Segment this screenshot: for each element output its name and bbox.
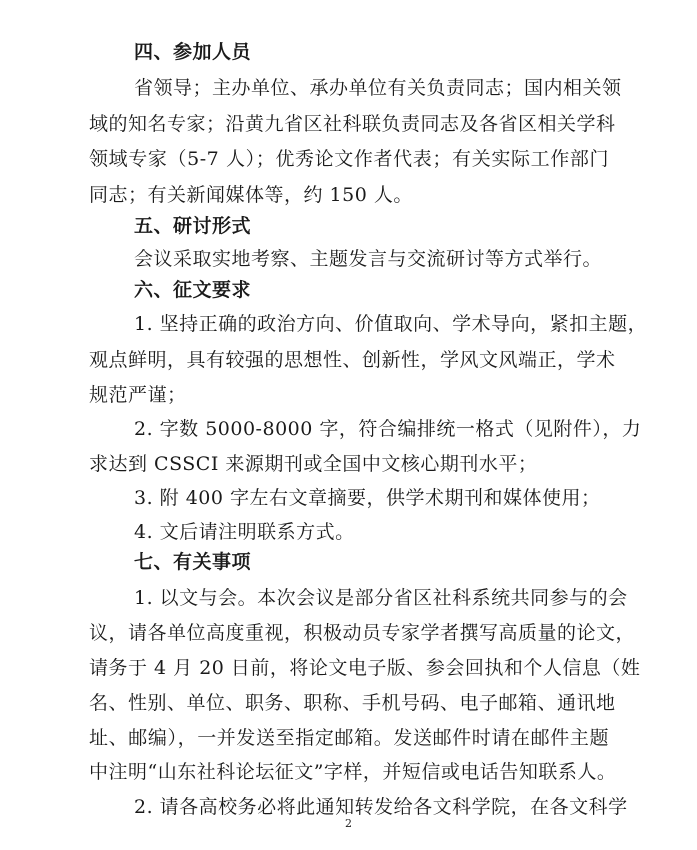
paragraph-line: 3. 附 400 字左右文章摘要，供学术期刊和媒体使用； — [134, 487, 601, 509]
paragraph-line: 会议采取实地考察、主题发言与交流研讨等方式举行。 — [134, 248, 603, 270]
paragraph-line: 观点鲜明，具有较强的思想性、创新性，学风文风端正，学术 — [89, 349, 616, 371]
paragraph-line: 址、邮编），一并发送至指定邮箱。发送邮件时请在邮件主题 — [89, 727, 609, 749]
paragraph-line: 域的知名专家；沿黄九省区社科联负责同志及各省区相关学科 — [89, 113, 616, 135]
paragraph-line: 1. 坚持正确的政治方向、价值取向、学术导向，紧扣主题， — [134, 313, 648, 335]
paragraph-line: 求达到 CSSCI 来源期刊或全国中文核心期刊水平； — [89, 453, 538, 475]
paragraph-line: 2. 请各高校务必将此通知转发给各文科学院，在各文科学 — [134, 796, 628, 818]
paragraph-line: 议，请各单位高度重视，积极动员专家学者撰写高质量的论文， — [89, 622, 636, 644]
page-number: 2 — [345, 817, 352, 830]
paragraph-line: 领域专家（5-7 人）；优秀论文作者代表；有关实际工作部门 — [89, 148, 609, 170]
paragraph-line: 请务于 4 月 20 日前，将论文电子版、参会回执和个人信息（姓 — [89, 657, 641, 679]
paragraph-line: 中注明“山东社科论坛征文”字样，并短信或电话告知联系人。 — [89, 761, 617, 783]
paragraph-line: 名、性别、单位、职务、职称、手机号码、电子邮箱、通讯地 — [89, 692, 616, 714]
section-heading-format: 五、研讨形式 — [134, 215, 252, 237]
paragraph-line: 2. 字数 5000-8000 字，符合编排统一格式（见附件），力 — [134, 418, 642, 440]
paragraph-line: 省领导；主办单位、承办单位有关负责同志；国内相关领 — [134, 77, 622, 99]
paragraph-line: 规范严谨； — [89, 384, 187, 406]
paragraph-line: 同志；有关新闻媒体等，约 150 人。 — [89, 184, 413, 206]
paragraph-line: 1. 以文与会。本次会议是部分省区社科系统共同参与的会 — [134, 587, 628, 609]
section-heading-matters: 七、有关事项 — [134, 551, 252, 573]
section-heading-requirements: 六、征文要求 — [134, 279, 252, 301]
paragraph-line: 4. 文后请注明联系方式。 — [134, 521, 355, 543]
section-heading-participants: 四、参加人员 — [134, 41, 252, 63]
